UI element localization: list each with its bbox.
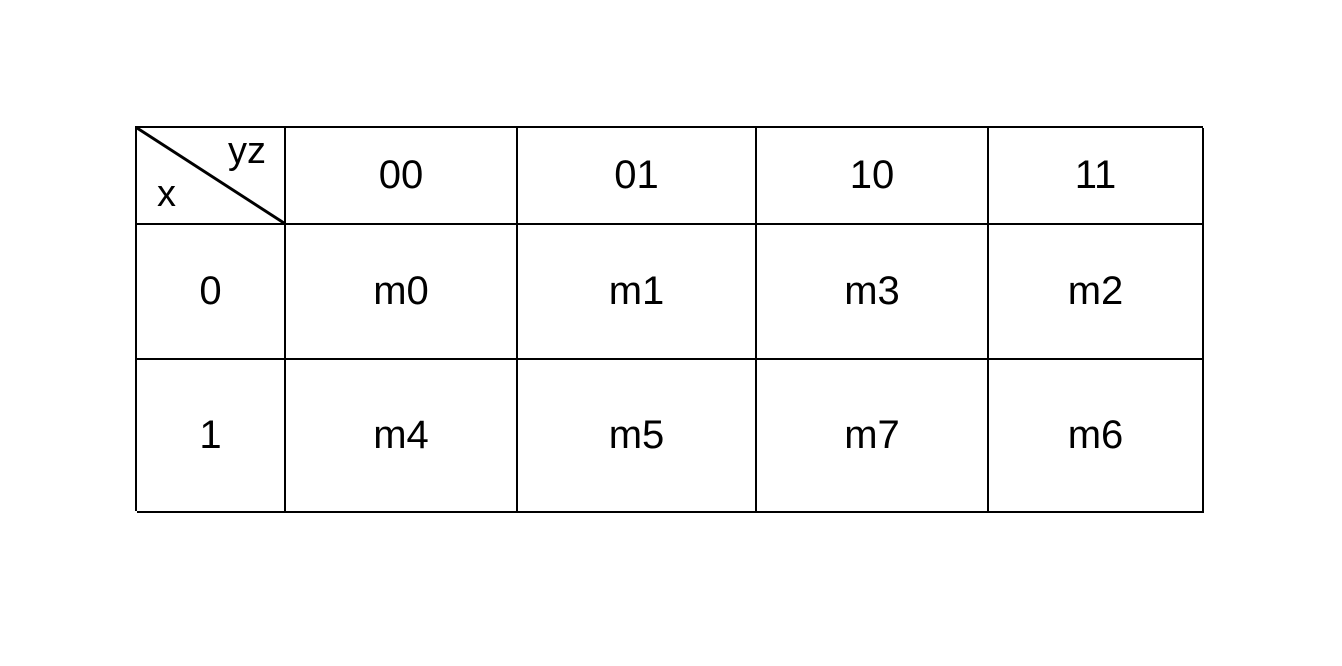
minterm-cell: m1 xyxy=(518,225,757,360)
minterm-cell: m2 xyxy=(989,225,1204,360)
kmap-grid xyxy=(135,126,1203,511)
minterm-cell: m6 xyxy=(989,360,1204,513)
column-header: 10 xyxy=(757,128,989,225)
minterm-cell: m3 xyxy=(757,225,989,360)
column-header: 01 xyxy=(518,128,757,225)
column-header: 11 xyxy=(989,128,1204,225)
kmap-corner-cell xyxy=(137,128,286,225)
column-variable-label: yz xyxy=(228,130,266,172)
minterm-cell: m0 xyxy=(286,225,518,360)
column-header: 00 xyxy=(286,128,518,225)
minterm-cell: m5 xyxy=(518,360,757,513)
minterm-cell: m7 xyxy=(757,360,989,513)
karnaugh-map xyxy=(135,126,1203,511)
row-header: 0 xyxy=(137,225,286,360)
minterm-cell: m4 xyxy=(286,360,518,513)
row-variable-label: x xyxy=(157,173,176,215)
row-header: 1 xyxy=(137,360,286,513)
